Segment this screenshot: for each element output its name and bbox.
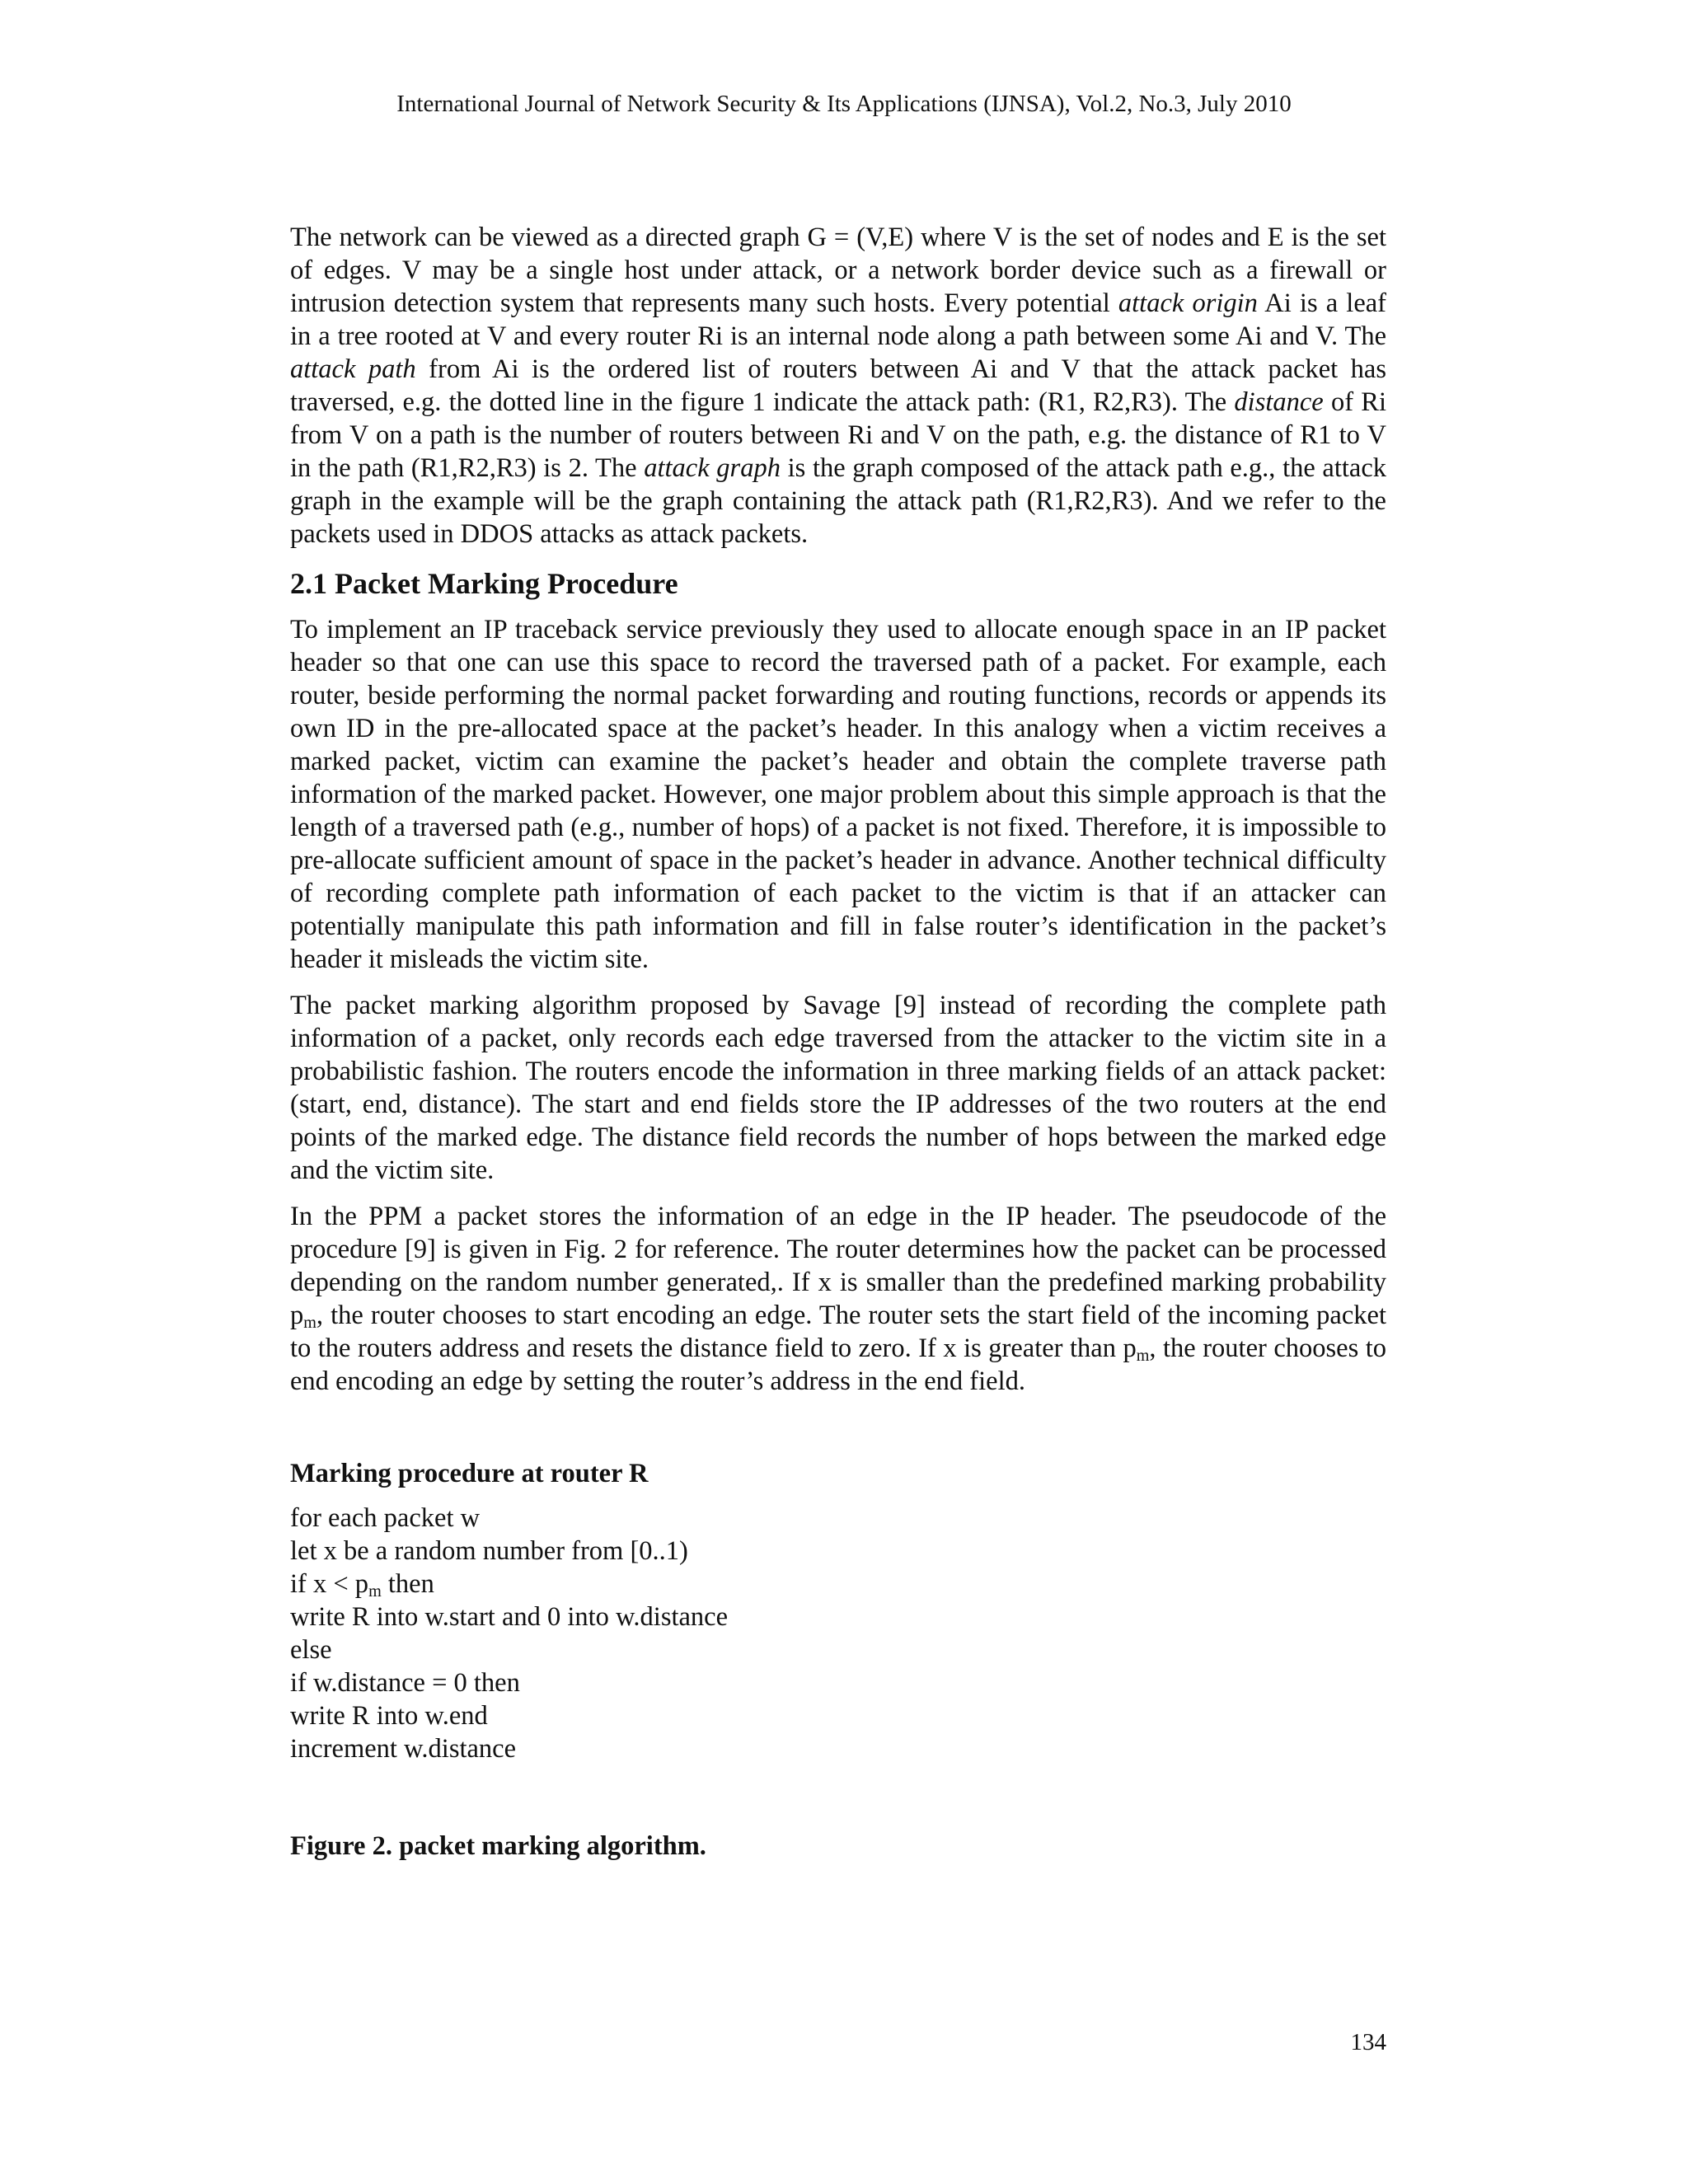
pseudocode-block (290, 1502, 1386, 1765)
ppm-text-3: , the router chooses to end encoding an edge by setting the router’s address in the end field. (290, 1333, 1387, 1396)
section-heading: 2.1 Packet Marking Procedure (290, 567, 678, 600)
intro-paragraph (290, 221, 1386, 551)
running-header: International Journal of Network Security & Its Applications (IJNSA), Vol.2, No.3, July 2010 (396, 91, 1292, 117)
subscript-m: m (303, 1314, 316, 1333)
pseudocode-line: for each packet w (290, 1503, 481, 1533)
page-number: 134 (1350, 2029, 1386, 2055)
pseudocode-line: write R into w.end (290, 1701, 488, 1731)
pseudocode-line: increment w.distance (290, 1734, 517, 1764)
pseudocode-line: let x be a random number from [0..1) (290, 1536, 688, 1566)
intro-text-2: Ai is a leaf in a tree rooted at V and every router Ri is an internal node along a path between some Ai and V. The (290, 288, 1387, 351)
pseudocode-line (290, 1568, 1386, 1601)
code-text: if x < p (290, 1569, 369, 1599)
intro-text-5: is the graph composed of the attack path e.g., the attack graph in the example will be the graph containing the attack path (R1,R2,R3). And we refer to the packets used in DDOS attacks as attack packets. (290, 453, 1387, 549)
intro-text-4: of Ri from V on a path is the number of routers between Ri and V on the path, e.g. the distance of R1 to V in the path (R1,R2,R3) is 2. The (290, 387, 1386, 483)
intro-text-3: from Ai is the ordered list of routers between Ai and V that the attack packet has traversed, e.g. the dotted line in the figure 1 indicate the attack path: (R1, R2,R3). The (290, 354, 1386, 417)
intro-text-1: The network can be viewed as a directed graph G = (V,E) where V is the set of nodes and E is the set of edges. V may be a single host under attack, or a network border device such as a firewall or intrusion detection system that represents many such hosts. Every potential (290, 223, 1386, 318)
ppm-text-1: In the PPM a packet stores the information of an edge in the IP header. The pseudocode of the procedure [9] is given in Fig. 2 for reference. The router determines how the packet can be processed depending on the random number generated,. If x is smaller than the predefined marking probability p (290, 1202, 1386, 1330)
figure-caption: Figure 2. packet marking algorithm. (290, 1831, 706, 1861)
ppm-text-2: , the router chooses to start encoding an edge. The router sets the start field of the incoming packet to the routers address and resets the distance field to zero. If x is greater than p (290, 1301, 1386, 1363)
section-paragraph-2: The packet marking algorithm proposed by Savage [9] instead of recording the complete path information of a packet, only records each edge traversed from the attacker to the victim site in a probabilistic fashion. The routers encode the information in three marking fields of an attack packet: (start, end, distance). The start and end fields store the IP addresses of the two routers at the end points of the marked edge. The distance field records the number of hops between the marked edge and the victim site. (290, 991, 1386, 1185)
subscript-m: m (1136, 1347, 1150, 1366)
term-attack-path: attack path (290, 354, 416, 384)
procedure-title: Marking procedure at router R (290, 1459, 649, 1488)
section-paragraph-3 (290, 1200, 1386, 1398)
section-paragraph-1: To implement an IP traceback service previously they used to allocate enough space in an IP packet header so that one can use this space to record the traversed path of a packet. For example, each router, beside performing the normal packet forwarding and routing functions, records or appends its own ID in the pre-allocated space at the packet’s header. In this analogy when a victim receives a marked packet, victim can examine the packet’s header and obtain the complete traverse path information of the marked packet. However, one major problem about this simple approach is that the length of a traversed path (e.g., number of hops) of a packet is not fixed. Therefore, it is impossible to pre-allocate sufficient amount of space in the packet’s header in advance. Another technical difficulty of recording complete path information of each packet to the victim is that if an attacker can potentially manipulate this path information and fill in false router’s identification in the packet’s header it misleads the victim site. (290, 615, 1386, 974)
subscript-m: m (368, 1582, 382, 1601)
term-attack-origin: attack origin (1118, 288, 1258, 318)
pseudocode-line: else (290, 1635, 332, 1665)
term-distance: distance (1234, 387, 1324, 417)
page-body (290, 221, 1386, 1863)
pseudocode-line: if w.distance = 0 then (290, 1668, 520, 1698)
code-text: then (381, 1569, 434, 1599)
pseudocode-line: write R into w.start and 0 into w.distance (290, 1602, 729, 1632)
term-attack-graph: attack graph (644, 453, 781, 483)
